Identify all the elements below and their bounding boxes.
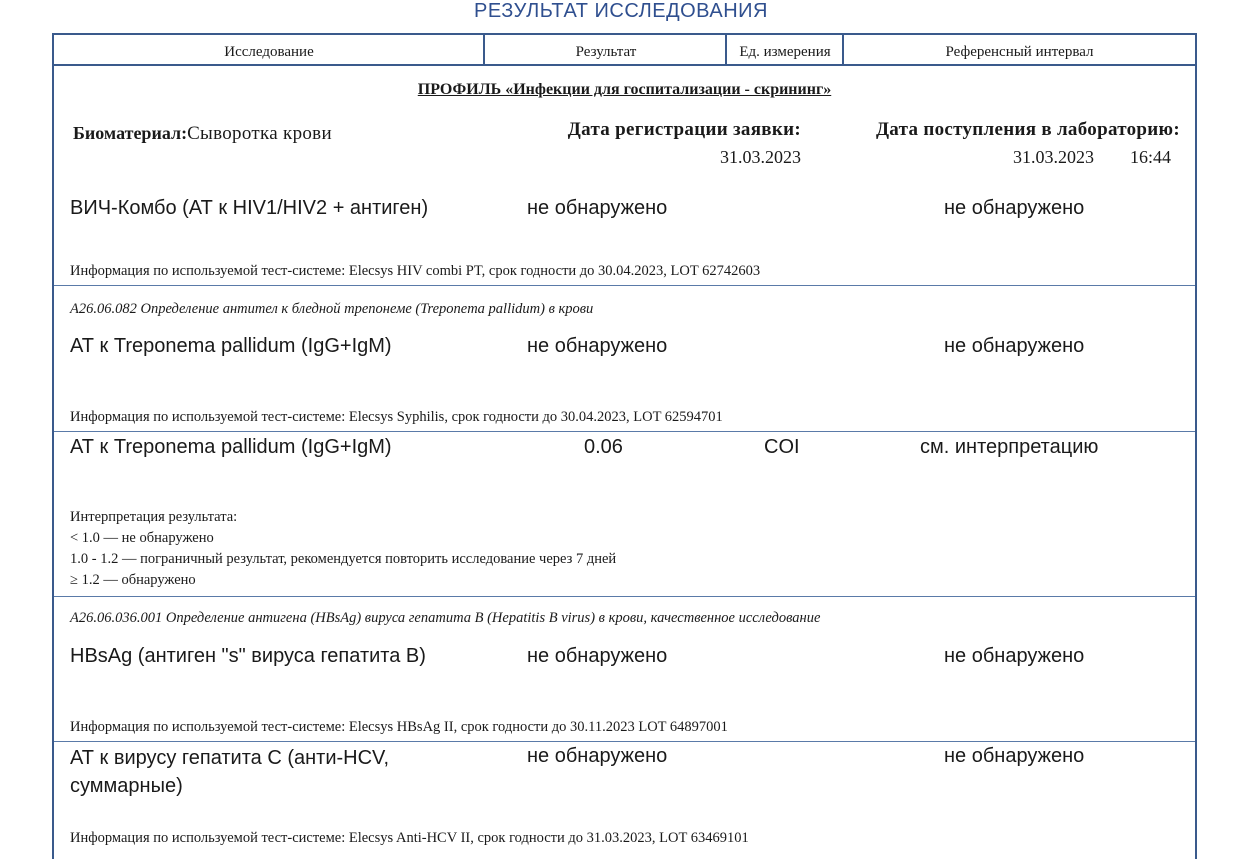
interpretation <box>70 507 616 591</box>
interpretation-line: < 1.0 — не обнаружено <box>70 530 214 546</box>
arrival-date: 31.03.2023 <box>1013 147 1094 167</box>
test-name: АТ к Treponema pallidum (IgG+IgM) <box>70 436 392 458</box>
test-name: АТ к Treponema pallidum (IgG+IgM) <box>70 335 392 357</box>
registration-date: 31.03.2023 <box>720 147 801 167</box>
table-header <box>54 35 1195 66</box>
test-system-info: Информация по используемой тест-системе: Elecsys Syphilis, срок годности до 30.04.2023, LOT 62594701 <box>70 409 723 425</box>
test-name-line1: АТ к вирусу гепатита С (анти-HCV, <box>70 747 390 769</box>
row-divider <box>54 285 1195 286</box>
arrival-label: Дата поступления в лабораторию: <box>875 119 1180 140</box>
test-unit: COI <box>764 436 800 458</box>
test-name: ВИЧ-Комбо (АТ к HIV1/HIV2 + антиген) <box>70 197 429 219</box>
test-reference: не обнаружено <box>944 335 1085 357</box>
test-name-line2: суммарные) <box>70 775 183 797</box>
biomaterial-label: Биоматериал: <box>73 123 188 143</box>
test-system-info: Информация по используемой тест-системе: Elecsys HIV combi PT, срок годности до 30.04.2023, LOT 62742603 <box>70 263 761 279</box>
test-reference: см. интерпретацию <box>920 436 1099 458</box>
biomaterial <box>73 123 332 145</box>
results-table <box>52 33 1197 859</box>
biomaterial-value: Сыворотка крови <box>187 123 332 144</box>
interpretation-line: Интерпретация результата: <box>70 509 238 525</box>
header-unit: Ед. измерения <box>739 44 831 60</box>
test-name: HBsAg (антиген "s" вируса гепатита В) <box>70 645 426 667</box>
test-code: А26.06.036.001 Определение антигена (HBsAg) вируса гепатита В (Hepatitis B virus) в крови, качественное исследование <box>70 610 821 626</box>
test-result: не обнаружено <box>527 745 668 767</box>
row-divider <box>54 741 1195 742</box>
row-divider <box>54 596 1195 597</box>
test-result: не обнаружено <box>527 645 668 667</box>
page-title: РЕЗУЛЬТАТ ИССЛЕДОВАНИЯ <box>474 0 768 22</box>
test-code: А26.06.082 Определение антител к бледной трепонеме (Treponema pallidum) в крови <box>70 301 594 317</box>
test-result: не обнаружено <box>527 197 668 219</box>
row-divider <box>54 431 1195 432</box>
header-result: Результат <box>575 44 637 60</box>
profile-title: ПРОФИЛЬ «Инфекции для госпитализации - скрининг» <box>417 81 832 98</box>
test-reference: не обнаружено <box>944 645 1085 667</box>
test-reference: не обнаружено <box>944 745 1085 767</box>
header-reference: Референсный интервал <box>945 44 1094 60</box>
interpretation-line: 1.0 - 1.2 — пограничный результат, рекомендуется повторить исследование через 7 дней <box>70 551 617 567</box>
header-study: Исследование <box>224 44 314 60</box>
test-result: 0.06 <box>584 436 623 458</box>
test-system-info: Информация по используемой тест-системе: Elecsys Anti-HCV II, срок годности до 31.03.2023, LOT 63469101 <box>70 830 749 846</box>
test-result: не обнаружено <box>527 335 668 357</box>
test-reference: не обнаружено <box>944 197 1085 219</box>
interpretation-line: ≥ 1.2 — обнаружено <box>70 572 196 588</box>
test-system-info: Информация по используемой тест-системе: Elecsys HBsAg II, срок годности до 30.11.2023 LOT 64897001 <box>70 719 728 735</box>
registration-label: Дата регистрации заявки: <box>567 119 801 140</box>
arrival-time: 16:44 <box>1130 147 1172 167</box>
